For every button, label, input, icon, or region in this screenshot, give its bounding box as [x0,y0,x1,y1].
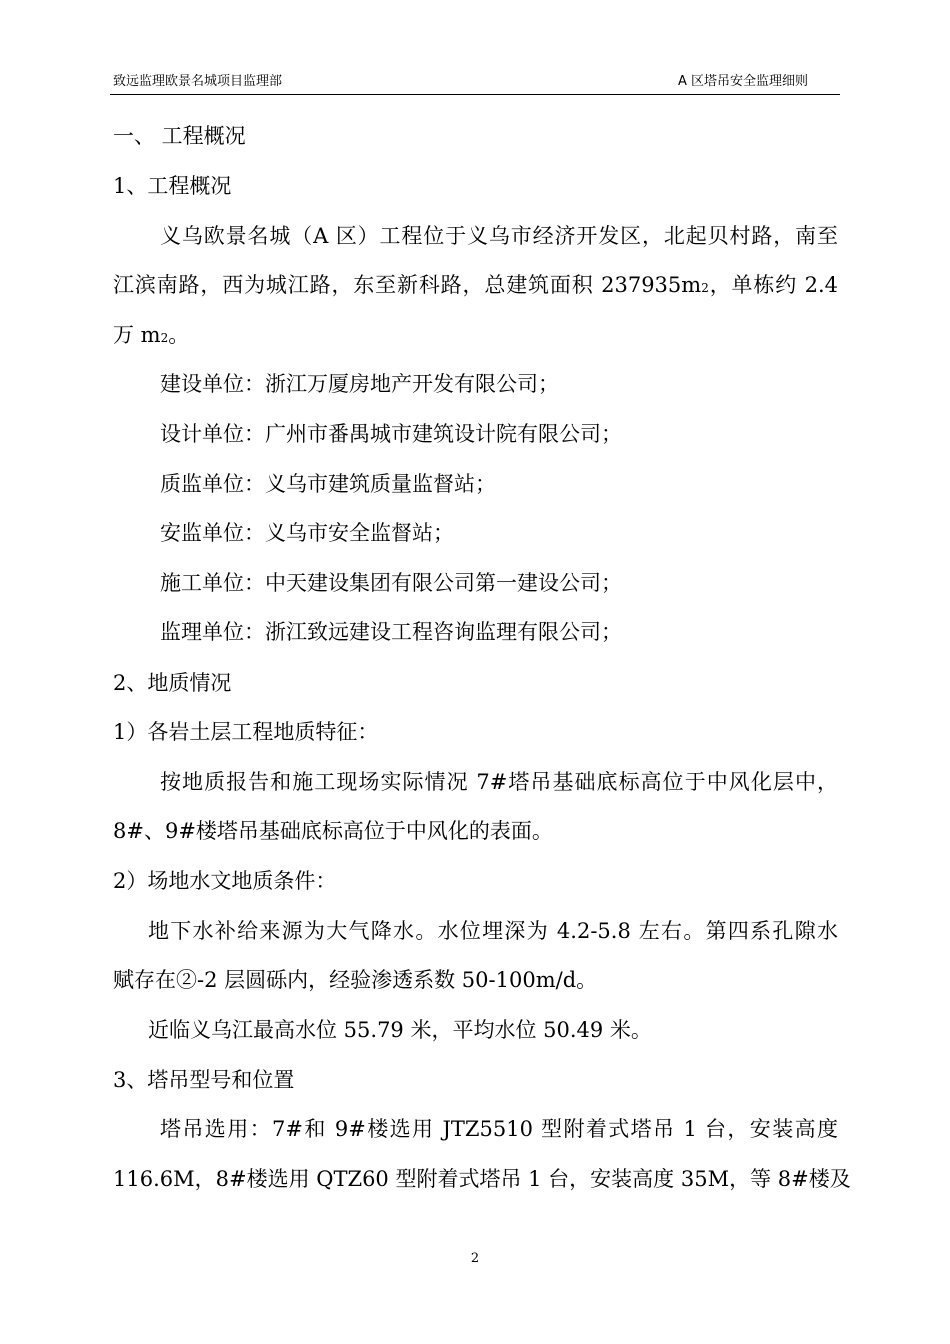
paragraph-line: 万 m2。 [113,323,190,347]
section-heading: 一、 工程概况 [113,124,246,148]
header-right: A 区塔吊安全监理细则 [677,74,808,89]
unit-line: 监理单位：浙江致远建设工程咨询监理有限公司； [160,620,622,644]
paragraph-line: 8#、9#楼塔吊基础底标高位于中风化的表面。 [113,819,553,843]
page-number: 2 [470,1251,480,1266]
paragraph-line: 义乌欧景名城（A 区）工程位于义乌市经济开发区，北起贝村路，南至 [160,224,838,248]
paragraph-line: 赋存在②-2 层圆砾内，经验渗透系数 50-100m/d。 [113,968,598,992]
header-left: 致远监理欧景名城项目监理部 [113,74,283,89]
subsection-heading: 2、地质情况 [113,671,232,695]
paragraph-line: 地下水补给来源为大气降水。水位埋深为 4.2-5.8 左右。第四系孔隙水 [148,919,838,943]
unit-line: 安监单位：义乌市安全监督站； [160,521,454,545]
paragraph-line: 近临义乌江最高水位 55.79 米，平均水位 50.49 米。 [148,1018,652,1042]
paragraph-line: 塔吊选用：7#和 9#楼选用 JTZ5510 型附着式塔吊 1 台，安装高度 [160,1117,838,1141]
subsection-heading: 1、工程概况 [113,174,232,198]
paragraph-line: 江滨南路，西为城江路，东至新科路，总建筑面积 237935m2，单栋约 2.4 [113,273,838,297]
unit-line: 建设单位：浙江万厦房地产开发有限公司； [160,372,559,396]
header-rule [110,94,840,95]
unit-line: 设计单位：广州市番禺城市建筑设计院有限公司； [160,422,622,446]
paragraph-line: 116.6M，8#楼选用 QTZ60 型附着式塔吊 1 台，安装高度 35M，等 8#楼及 [113,1167,851,1191]
item-heading: 1）各岩土层工程地质特征： [113,720,379,744]
item-heading: 2）场地水文地质条件： [113,869,337,893]
subsection-heading: 3、塔吊型号和位置 [113,1068,295,1092]
unit-line: 质监单位：义乌市建筑质量监督站； [160,472,496,496]
paragraph-line: 按地质报告和施工现场实际情况 7#塔吊基础底标高位于中风化层中， [160,770,838,794]
unit-line: 施工单位：中天建设集团有限公司第一建设公司； [160,571,622,595]
